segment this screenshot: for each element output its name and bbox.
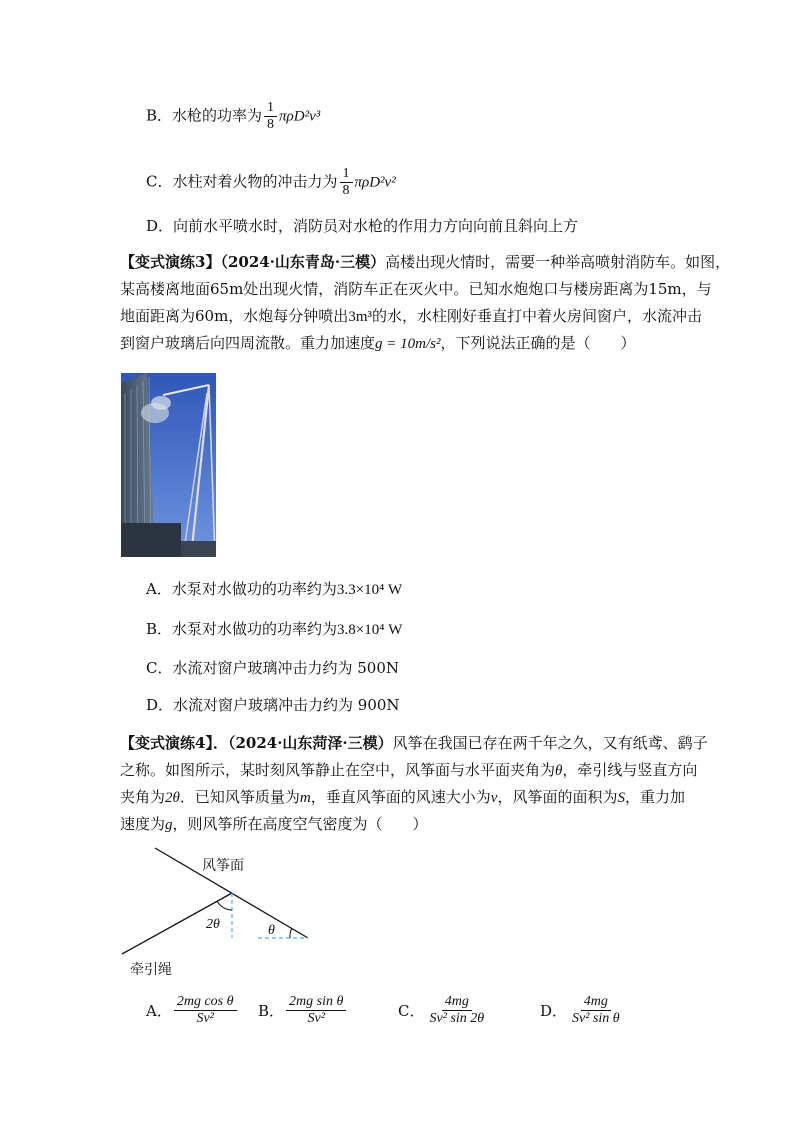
q4-line-1: 【变式演练4】．（2024·山东菏泽·三模）风筝在我国已存在两千年之久，又有纸鸢、鹞子: [120, 734, 708, 752]
kite-surface-label: 风筝面: [202, 858, 244, 874]
angle-theta-label: θ: [268, 923, 275, 938]
q3-option-a: A．水泵对水做功的功率约为3.3×10⁴ W: [146, 580, 403, 598]
string-label: 牵引绳: [130, 962, 172, 978]
q3-option-d: D．水流对窗户玻璃冲击力约为 900N: [146, 696, 400, 714]
q4-option-b: B． $\frac{\text{2mg sin θ}}{\text{Sv²}}$: [258, 990, 348, 1030]
q3-option-c: C．水流对窗户玻璃冲击力约为 500N: [146, 659, 400, 677]
q4-line-4: 速度为g，则风筝所在高度空气密度为（ ）: [120, 815, 428, 833]
option-b-prev: B．水枪的功率为 $\frac{1}{8}$ πρD²v³: [146, 100, 321, 132]
q4-line-2: 之称。如图所示，某时刻风筝静止在空中，风筝面与水平面夹角为θ，牵引线与竖直方向: [120, 761, 698, 779]
q4-option-d: D． $\frac{4mg}{\text{Sv² sin θ}}$: [540, 993, 620, 1026]
option-d-prev: D．向前水平喷水时，消防员对水枪的作用力方向向前且斜向上方: [146, 217, 579, 235]
fire-truck-photo: [121, 373, 216, 557]
option-c-prev: C．水柱对着火物的冲击力为 $\frac{1}{8}$ πρD²v²: [146, 166, 396, 198]
q4-option-c: C． $\frac{4mg}{\text{Sv² sin 2θ}}$: [398, 993, 485, 1026]
q3-line-1: 【变式演练3】（2024·山东青岛·三模）高楼出现火情时，需要一种举高喷射消防车。如图，: [120, 253, 731, 271]
q3-line-4: 到窗户玻璃后向四周流散。重力加速度g = 10m/s²，下列说法正确的是（ ）: [120, 334, 636, 352]
angle-arc-2theta: [217, 901, 232, 910]
angle-arc-theta: [290, 928, 292, 938]
q4-option-a: A． $\frac{\text{2mg cos θ}}{\text{Sv²}}$: [146, 990, 239, 1030]
angle-2theta-label: 2θ: [206, 917, 220, 932]
kite-diagram: [118, 840, 358, 980]
q4-line-3: 夹角为2θ．已知风筝质量为m，垂直风筝面的风速大小为v，风筝面的面积为S，重力加: [120, 788, 685, 806]
kite-diagram-svg: [118, 840, 358, 980]
q3-line-3: 地面距离为60m，水炮每分钟喷出3m³的水，水柱刚好垂直打中着火房间窗户，水流冲击: [120, 307, 702, 325]
q3-line-2: 某高楼离地面65m处出现火情，消防车正在灭火中。已知水炮炮口与楼房距离为15m，与: [120, 280, 712, 298]
q3-option-b: B．水泵对水做功的功率约为3.8×10⁴ W: [146, 620, 403, 638]
